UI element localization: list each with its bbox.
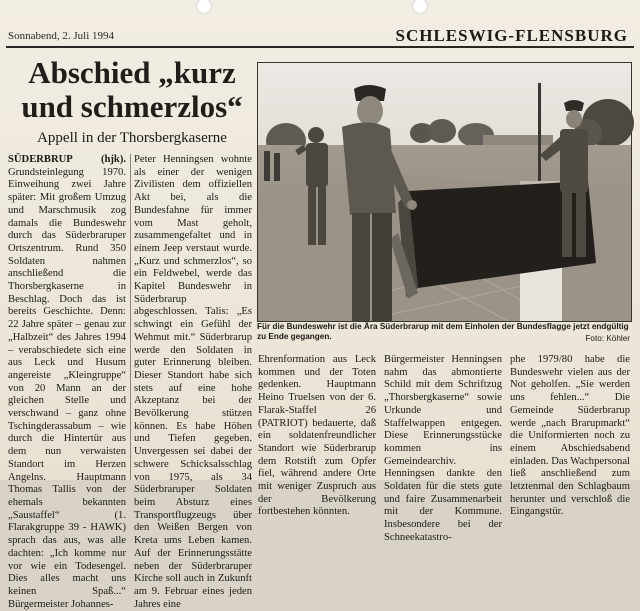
masthead-rule — [6, 46, 634, 48]
headline-line-2: und schmerzlos“ — [21, 89, 243, 124]
article-column-2: Peter Henningsen wohnte als einer der wenigen Zivilisten dem offiziellen Akt bei, als die Bundesfahne für immer vom Mast geholt, zusammengefaltet und in einem Jeep verstaut wurde. „Kurz und schmerzlos“, so ein Feldwebel, werde das Kapitel Bundeswehr in Süderbrarup abgeschlossen. Talis: „Es schwingt ein Gefühl der Wehmut mit.“ Süderbrarup werde den Soldaten in guter Erinnerung bleiben. Dieser Standort habe sich stets auf eine hohe Akzeptanz bei der Bevölkerung stützen können. Es habe Höhen und Tiefen gegeben. Unvergessen sei dabei der schwere Schicksalsschlag von 1975, als 34 Süderbraruper Soldaten beim Absturz eines Transportflugzeugs über den Weißen Bergen von Kreta ums Leben kamen. Auf der Erinnerungsstätte neben der Süderbraruper Kirche soll auch in Zukunft am 9. Februar eines jeden Jahres eine — [134, 154, 252, 610]
article-column-4: Bürgermeister Henningsen nahm das abmontierte Schild mit dem Schriftzug „Thorsbergkaserne“ sowie Urkunde und Staffelwappen entgegen. Diese Erinnerungsstücke kommen ins Gemeindearchiv. Henningsen dankte den Soldaten für die stets gute und faire Zusammenarbeit mit der Kommune. Insbesondere bei der Schneekatastro- — [384, 354, 502, 543]
photo-caption: Für die Bundeswehr ist die Ära Süderbrarup mit dem Einholen der Bundesflagge jetzt endgültig zu Ende gegangen. — [257, 322, 629, 341]
issue-date: Sonnabend, 2. Juli 1994 — [8, 30, 115, 42]
headline — [14, 56, 250, 124]
section-title: SCHLESWIG-FLENSBURG — [395, 26, 628, 45]
subheadline: Appell in der Thorsbergkaserne — [37, 130, 227, 146]
article-column-1 — [8, 154, 126, 610]
column-1-text: Grundsteinlegung 1970. Einweihung zwei Jahre später: Mit großem Umzug und Marschmusik zog damals die Bundeswehr durch das Süderbraruper Ortszentrum. Rund 350 Soldaten nahmen anschließend die Thorsbergkaserne in Beschlag. Doch das ist bereits Geschichte. Denn: 22 Jahre später – genau zur „Halbzeit“ des Jahres 1994 – verabschiedete sich eine aus Leck und Husum angereiste „Kleingruppe“ von 20 Mann an der gleichen Stelle und verschwand – ganz ohne Tschingderassabum – wie durch die Hintertür aus dem nun verwaisten Standort im Herzen Angelns. Hauptmann Thomas Tallis von der ehemals bekannten „Saustaffel“ (1. Flarakgruppe 39 - HAWK) sprach das aus, was alle dachten: „Ich komme nur vor wie ein Todesengel. Dies alles macht uns keinen Spaß...“ Bürgermeister Johannes- — [8, 166, 126, 610]
news-photo — [257, 62, 632, 322]
column-divider — [130, 154, 131, 480]
punch-hole — [412, 0, 428, 14]
article-column-3: Ehrenformation aus Leck kommen und der Toten gedenken. Hauptmann Heino Truelsen von der 6. Flarak-Staffel 26 (PATRIOT) bedauerte, daß ein soldatenfreundlicher Standort wie Süderbrarup dem Rotstift zum Opfer fiel, während andere Orte mit weniger Zuspruch aus der Bevölkerung fortbestehen könnten. — [258, 354, 376, 518]
punch-hole — [196, 0, 212, 14]
article-column-5: phe 1979/80 habe die Bundeswehr vielen aus der Not geholfen. „Sie werden uns fehlen...“ Die Gemeinde Süderbrarup werde „nach Brarupmarkt“ die Uniformierten noch zu einem Abschiedsabend einladen. Das Wachpersonal ließ anschließend zum letztenmal den Schlagbaum herunter und verschloß die Eingangstür. — [510, 354, 630, 518]
dateline: SÜDERBRUP (hjk). — [8, 154, 126, 165]
flag-lowering-photo — [258, 63, 631, 321]
headline-line-1: Abschied „kurz — [28, 55, 236, 90]
photo-credit: Foto: Köhler — [585, 334, 630, 343]
